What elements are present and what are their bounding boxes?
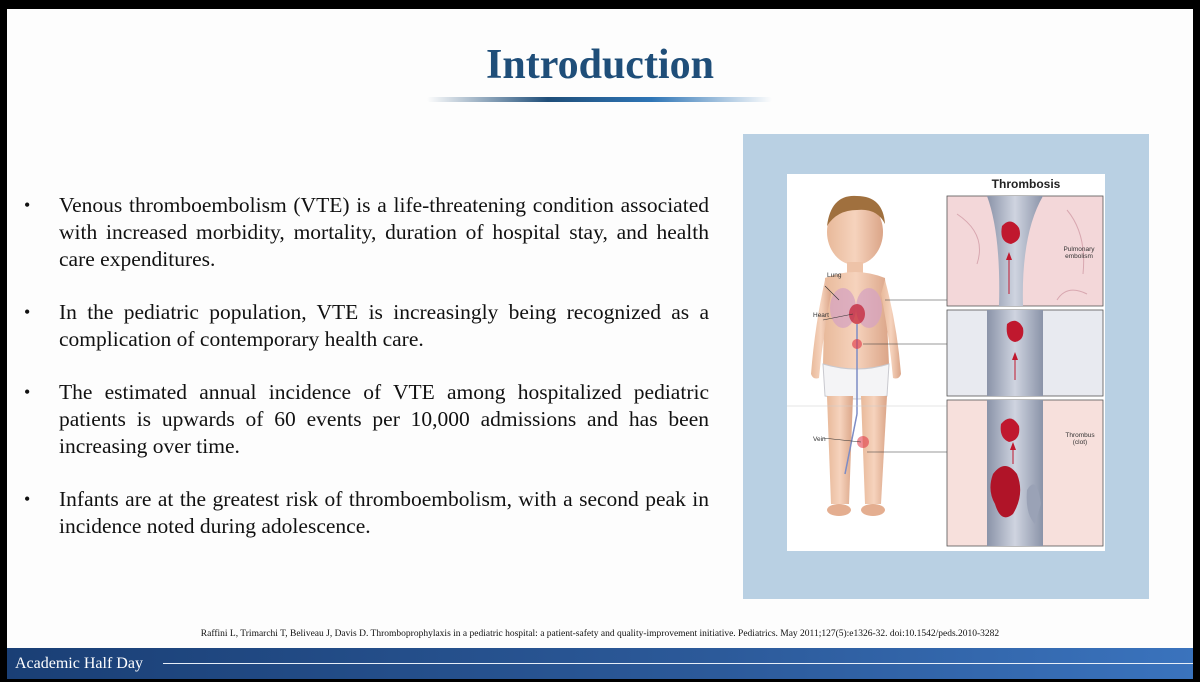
slide — [7, 9, 1193, 679]
label-pulmonary-embolism: Pulmonary embolism — [1063, 246, 1095, 260]
label-vein: Vein — [813, 436, 826, 443]
figure-title: Thrombosis — [991, 177, 1061, 191]
label-heart: Heart — [813, 312, 829, 319]
footer-divider — [163, 663, 1193, 664]
bullet-item — [19, 486, 709, 540]
panel-thrombus — [947, 400, 1103, 546]
label-thrombus: Thrombus (clot) — [1065, 432, 1095, 446]
footer-bar — [7, 648, 1193, 679]
title-underline — [427, 97, 772, 102]
bullet-icon: • — [24, 302, 31, 322]
bullet-icon: • — [24, 382, 31, 402]
bullet-item — [19, 299, 709, 353]
bullet-icon: • — [24, 489, 31, 509]
bullet-text: Venous thromboembolism (VTE) is a life-threatening condition associated with increased morbidity, mortality, duration of hospital stay, and health care expenditures. — [59, 193, 709, 271]
bullet-list — [19, 192, 709, 566]
footer-label: Academic Half Day — [15, 655, 143, 672]
slide-title: Introduction — [486, 42, 714, 88]
child-anatomy-illustration — [787, 174, 1105, 551]
bullet-item — [19, 379, 709, 460]
bullet-icon: • — [24, 195, 31, 215]
thrombosis-illustration — [787, 174, 1105, 551]
child-body — [811, 196, 901, 516]
panel-embolus — [947, 310, 1103, 396]
bullet-text: Infants are at the greatest risk of thromboembolism, with a second peak in incidence noted during adolescence. — [59, 487, 709, 538]
citation: Raffini L, Trimarchi T, Beliveau J, Davis D. Thromboprophylaxis in a pediatric hospital: a patient-safety and quality-improvement initiative. Pediatrics. May 2011;127(5):e1326-32. doi:10.1542/peds.2010-3282 — [200, 629, 1000, 639]
bullet-item — [19, 192, 709, 273]
bullet-text: The estimated annual incidence of VTE among hospitalized pediatric patients is upwards of 60 events per 10,000 admissions and has been increasing over time. — [59, 380, 709, 458]
label-lung: Lung — [827, 272, 842, 279]
figure-frame — [743, 134, 1149, 599]
bullet-text: In the pediatric population, VTE is increasingly being recognized as a complication of contemporary health care. — [59, 300, 709, 351]
